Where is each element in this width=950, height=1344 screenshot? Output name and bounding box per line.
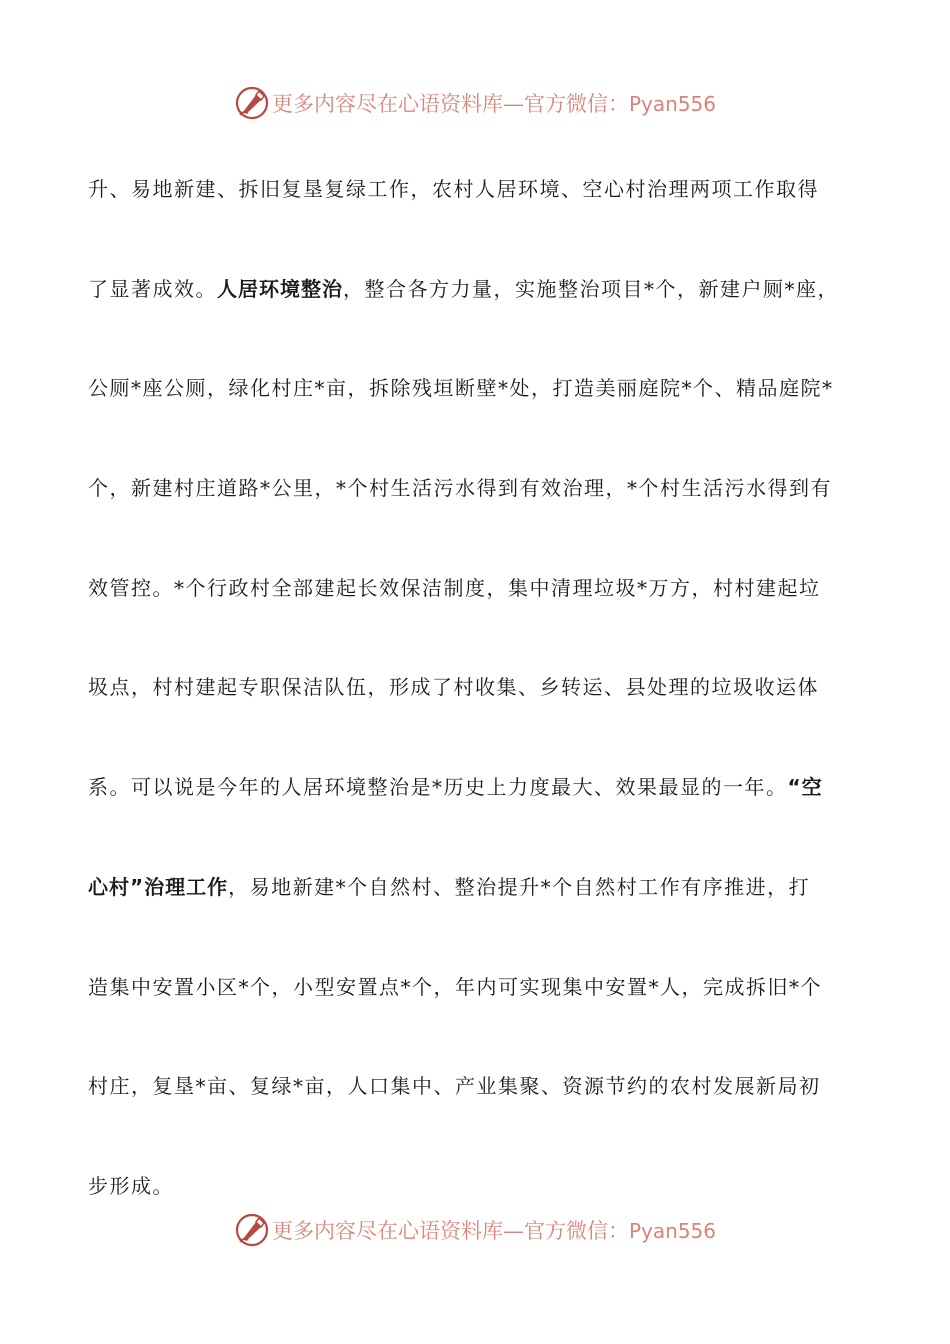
paragraph-line: 步形成。 [88,1173,174,1198]
bold-heading-renju: 人居环境整治 [217,276,343,301]
footer-wechat-id: Pyan556 [628,1219,716,1243]
pen-nib-logo-icon [234,1212,270,1248]
paragraph-line: 圾点，村村建起专职保洁队伍，形成了村收集、乡转运、县处理的垃圾收运体 [88,675,819,700]
paragraph-line: 心村”治理工作，易地新建*个自然村、整治提升*个自然村工作有序推进，打 [88,874,811,899]
document-body [88,140,878,1237]
header-site-text: 更多内容尽在心语资料库—官方微信： [271,92,629,116]
header-wechat-id: Pyan556 [628,92,716,116]
paragraph-line: 了显著成效。人居环境整治，整合各方力量，实施整治项目*个，新建户厕*座， [88,276,839,301]
header-banner-text [272,88,716,118]
footer-site-text: 更多内容尽在心语资料库—官方微信： [271,1219,629,1243]
pen-nib-logo-icon [234,85,270,121]
bold-heading-kongxin-start: “空 [787,775,823,800]
bold-heading-kongxin: 心村”治理工作 [88,874,229,899]
header-banner [0,81,950,125]
paragraph-line: 个，新建村庄道路*公里，*个村生活污水得到有效治理，*个村生活污水得到有 [88,476,832,501]
paragraph-line: 效管控。*个行政村全部建起长效保洁制度，集中清理垃圾*万方，村村建起垃 [88,575,821,600]
footer-banner-text [272,1215,716,1245]
paragraph-line: 造集中安置小区*个，小型安置点*个，年内可实现集中安置*人，完成拆旧*个 [88,974,822,999]
paragraph-line: 公厕*座公厕，绿化村庄*亩，拆除残垣断壁*处，打造美丽庭院*个、精品庭院* [88,376,834,401]
paragraph-line: 升、易地新建、拆旧复垦复绿工作，农村人居环境、空心村治理两项工作取得 [88,177,819,201]
footer-banner [0,1208,950,1252]
paragraph-line: 系。可以说是今年的人居环境整治是*历史上力度最大、效果最显的一年。“空 [88,775,823,800]
paragraph-line: 村庄，复垦*亩、复绿*亩，人口集中、产业集聚、资源节约的农村发展新局初 [88,1074,821,1099]
